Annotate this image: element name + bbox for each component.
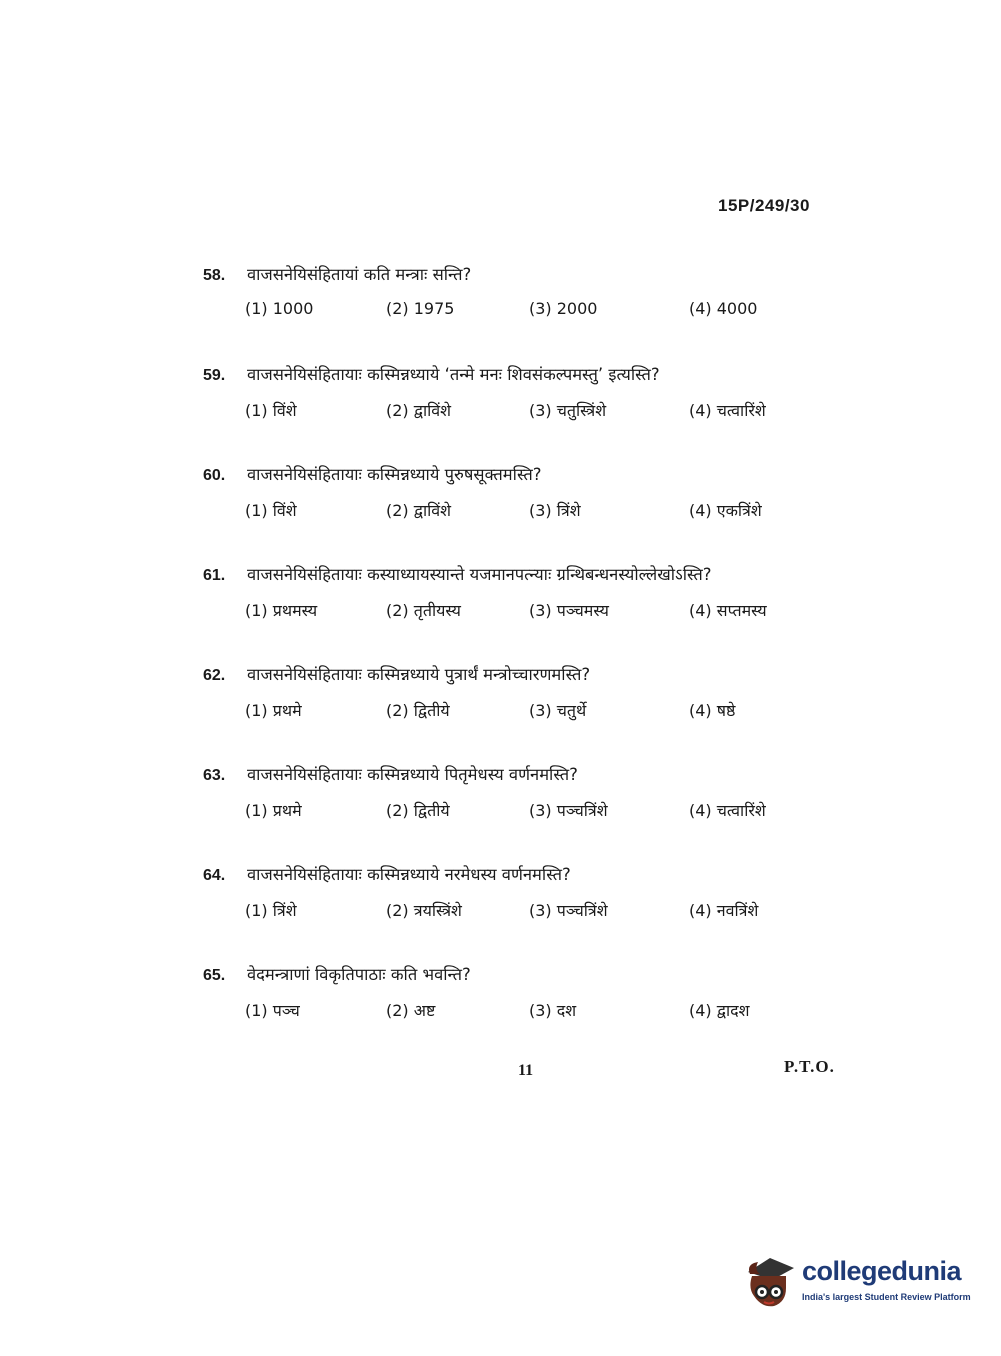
option-3: (3) पञ्चत्रिंशे xyxy=(529,901,608,920)
option-1: (1) प्रथमस्य xyxy=(245,601,318,620)
question-text: वेदमन्त्राणां विकृतिपाठाः कति भवन्ति? xyxy=(247,965,471,984)
question-text: वाजसनेयिसंहितायां कति मन्त्राः सन्ति? xyxy=(247,265,472,284)
option-4: (4) सप्तमस्य xyxy=(689,601,767,620)
options-row xyxy=(203,299,843,329)
question-65 xyxy=(203,962,843,1062)
option-4: (4) द्वादश xyxy=(689,1001,750,1020)
option-2: (2) द्वाविंशे xyxy=(386,401,452,420)
option-2: (2) तृतीयस्य xyxy=(386,601,461,620)
option-1: (1) 1000 xyxy=(245,299,314,318)
options-row xyxy=(203,599,843,629)
option-3: (3) पञ्चत्रिंशे xyxy=(529,801,608,820)
option-2: (2) अष्ट xyxy=(386,1001,436,1020)
option-4: (4) नवत्रिंशे xyxy=(689,901,759,920)
question-text: वाजसनेयिसंहितायाः कस्मिन्नध्याये पितृमेधस्य वर्णनमस्ति? xyxy=(247,765,578,784)
mascot-icon xyxy=(742,1250,798,1314)
options-row xyxy=(203,399,843,429)
question-number: 60. xyxy=(203,467,226,484)
options-row xyxy=(203,899,843,929)
brand-name: collegedunia xyxy=(802,1256,962,1286)
question-number: 65. xyxy=(203,967,226,984)
question-text: वाजसनेयिसंहितायाः कस्याध्यायस्यान्ते यजमानपत्न्याः ग्रन्थिबन्धनस्योल्लेखोऽस्ति? xyxy=(247,565,712,584)
option-4: (4) एकत्रिंशे xyxy=(689,501,762,520)
question-number: 61. xyxy=(203,567,226,584)
option-2: (2) द्वितीये xyxy=(386,701,450,720)
question-59 xyxy=(203,362,843,462)
question-number: 64. xyxy=(203,867,226,884)
question-list xyxy=(203,262,843,1062)
option-1: (1) विंशे xyxy=(245,501,297,520)
option-4: (4) चत्वारिंशे xyxy=(689,801,766,820)
question-number: 59. xyxy=(203,367,226,384)
option-3: (3) दश xyxy=(529,1001,577,1020)
option-1: (1) पञ्च xyxy=(245,1001,300,1020)
pto-label: P.T.O. xyxy=(784,1057,835,1076)
paper-code: 15P/249/30 xyxy=(718,196,810,215)
question-63 xyxy=(203,762,843,862)
option-3: (3) चतुस्त्रिंशे xyxy=(529,401,607,420)
question-60 xyxy=(203,462,843,562)
option-1: (1) प्रथमे xyxy=(245,701,302,720)
question-text: वाजसनेयिसंहितायाः कस्मिन्नध्याये पुरुषसूक्तमस्ति? xyxy=(247,465,542,484)
question-number: 63. xyxy=(203,767,226,784)
option-2: (2) द्वितीये xyxy=(386,801,450,820)
question-58 xyxy=(203,262,843,362)
collegedunia-logo xyxy=(742,1250,972,1314)
page-number: 11 xyxy=(518,1062,534,1079)
option-4: (4) षष्ठे xyxy=(689,701,736,720)
options-row xyxy=(203,999,843,1029)
option-2: (2) त्रयस्त्रिंशे xyxy=(386,901,462,920)
option-2: (2) 1975 xyxy=(386,299,455,318)
option-2: (2) द्वाविंशे xyxy=(386,501,452,520)
option-1: (1) प्रथमे xyxy=(245,801,302,820)
options-row xyxy=(203,499,843,529)
option-3: (3) पञ्चमस्य xyxy=(529,601,609,620)
options-row xyxy=(203,699,843,729)
question-62 xyxy=(203,662,843,762)
option-4: (4) 4000 xyxy=(689,299,758,318)
question-number: 58. xyxy=(203,267,226,284)
option-4: (4) चत्वारिंशे xyxy=(689,401,766,420)
brand-tagline: India's largest Student Review Platform xyxy=(802,1292,971,1302)
option-1: (1) त्रिंशे xyxy=(245,901,297,920)
question-text: वाजसनेयिसंहितायाः कस्मिन्नध्याये पुत्रार्थं मन्त्रोच्चारणमस्ति? xyxy=(247,665,591,684)
option-3: (3) 2000 xyxy=(529,299,598,318)
question-61 xyxy=(203,562,843,662)
option-1: (1) विंशे xyxy=(245,401,297,420)
option-3: (3) चतुर्थे xyxy=(529,701,587,720)
question-text: वाजसनेयिसंहितायाः कस्मिन्नध्याये नरमेधस्य वर्णनमस्ति? xyxy=(247,865,571,884)
option-3: (3) त्रिंशे xyxy=(529,501,581,520)
question-64 xyxy=(203,862,843,962)
question-number: 62. xyxy=(203,667,226,684)
options-row xyxy=(203,799,843,829)
question-text: वाजसनेयिसंहितायाः कस्मिन्नध्याये ‘तन्मे मनः शिवसंकल्पमस्तु’ इत्यस्ति? xyxy=(247,365,660,384)
